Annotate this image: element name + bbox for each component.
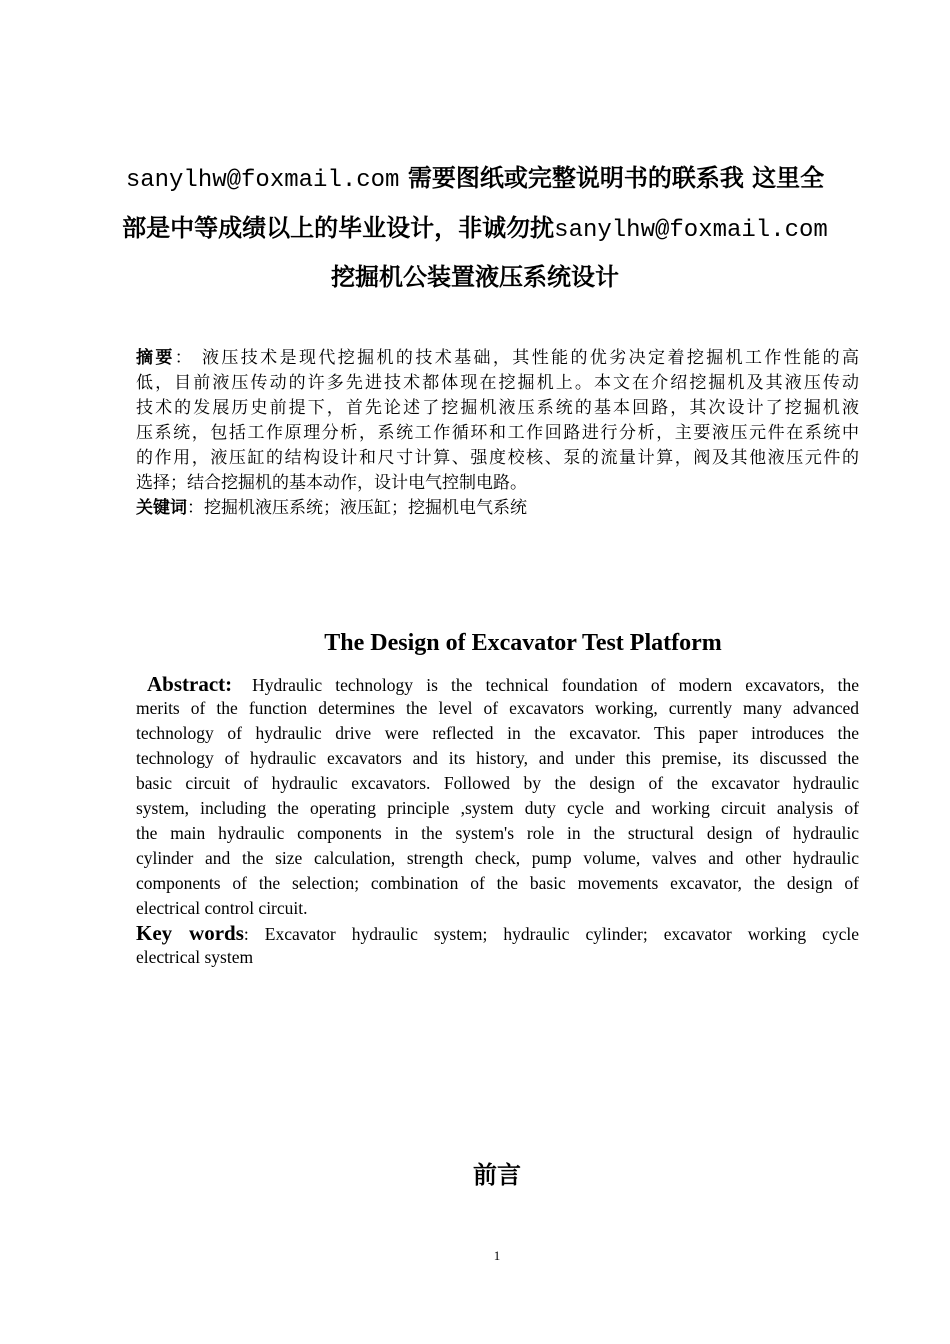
header-text: 需要图纸或完整说明书的联系我 这里全: [399, 163, 825, 192]
abstract-en-line: [147, 672, 859, 697]
abstract-en-text: Hydraulic technology is the technical foundation of modern excavators, the: [252, 675, 859, 695]
abstract-en-label: Abstract:: [147, 672, 233, 696]
header-text: 部是中等成绩以上的毕业设计，非诚勿扰: [122, 213, 555, 242]
abstract-cn-text: ： 液压技术是现代挖掘机的技术基础，其性能的优劣决定着挖掘机工作性能的高: [174, 348, 860, 368]
title-cn: 挖掘机公装置液压系统设计: [331, 262, 619, 291]
abstract-cn-line: 压系统，包括工作原理分析，系统工作循环和工作回路进行分析，主要液压元件在系统中: [136, 423, 859, 443]
page-number: 1: [493, 1248, 501, 1263]
abstract-cn-label: 摘要: [136, 348, 175, 368]
abstract-cn-line: 低，目前液压传动的许多先进技术都体现在挖掘机上。本文在介绍挖掘机及其液压传动: [136, 373, 859, 393]
abstract-en-line: electrical control circuit.: [136, 898, 308, 918]
keywords-en-continued: electrical system: [136, 947, 254, 967]
keywords-cn: [136, 496, 859, 520]
keywords-en-label: Key words: [136, 921, 244, 945]
keywords-en: [136, 921, 859, 946]
abstract-en-line: technology of hydraulic drive were reflected in the excavator. This paper introduces the: [136, 723, 859, 743]
keywords-en-text: : Excavator hydraulic system; hydraulic cylinder; excavator working cycle: [243, 924, 860, 944]
abstract-cn-line: 的作用，液压缸的结构设计和尺寸计算、强度校核、泵的流量计算，阀及其他液压元件的: [136, 448, 859, 468]
contact-email: sanylhw@foxmail.com: [554, 217, 828, 244]
abstract-cn-line: [136, 346, 859, 370]
abstract-en-line: components of the selection; combination of the basic movements excavator, the design of: [136, 873, 859, 893]
abstract-cn-line: 技术的发展历史前提下，首先论述了挖掘机液压系统的基本回路，其次设计了挖掘机液: [136, 398, 859, 418]
preface-heading: 前言: [473, 1160, 521, 1189]
keywords-cn-label: 关键词: [136, 498, 187, 518]
abstract-en-line: basic circuit of hydraulic excavators. Followed by the design of the excavator hydraulic: [136, 773, 859, 793]
header-line-1: [0, 158, 950, 194]
keywords-cn-text: ：挖掘机液压系统；液压缸；挖掘机电气系统: [187, 498, 527, 518]
abstract-en-line: the main hydraulic components in the system's role in the structural design of hydraulic: [136, 823, 859, 843]
abstract-en-line: system, including the operating principle ,system duty cycle and working circuit analysis of: [136, 798, 859, 818]
abstract-en-line: merits of the function determines the level of excavators working, currently many advanced: [136, 698, 859, 718]
abstract-en-line: technology of hydraulic excavators and its history, and under this premise, its discussed the: [136, 748, 859, 768]
header-line-2: [0, 208, 950, 244]
contact-email: sanylhw@foxmail.com: [125, 167, 400, 194]
abstract-en-line: cylinder and the size calculation, strength check, pump volume, valves and other hydraulic: [136, 848, 859, 868]
abstract-cn-line: 选择；结合挖掘机的基本动作，设计电气控制电路。: [136, 473, 527, 493]
title-en: The Design of Excavator Test Platform: [324, 630, 722, 656]
